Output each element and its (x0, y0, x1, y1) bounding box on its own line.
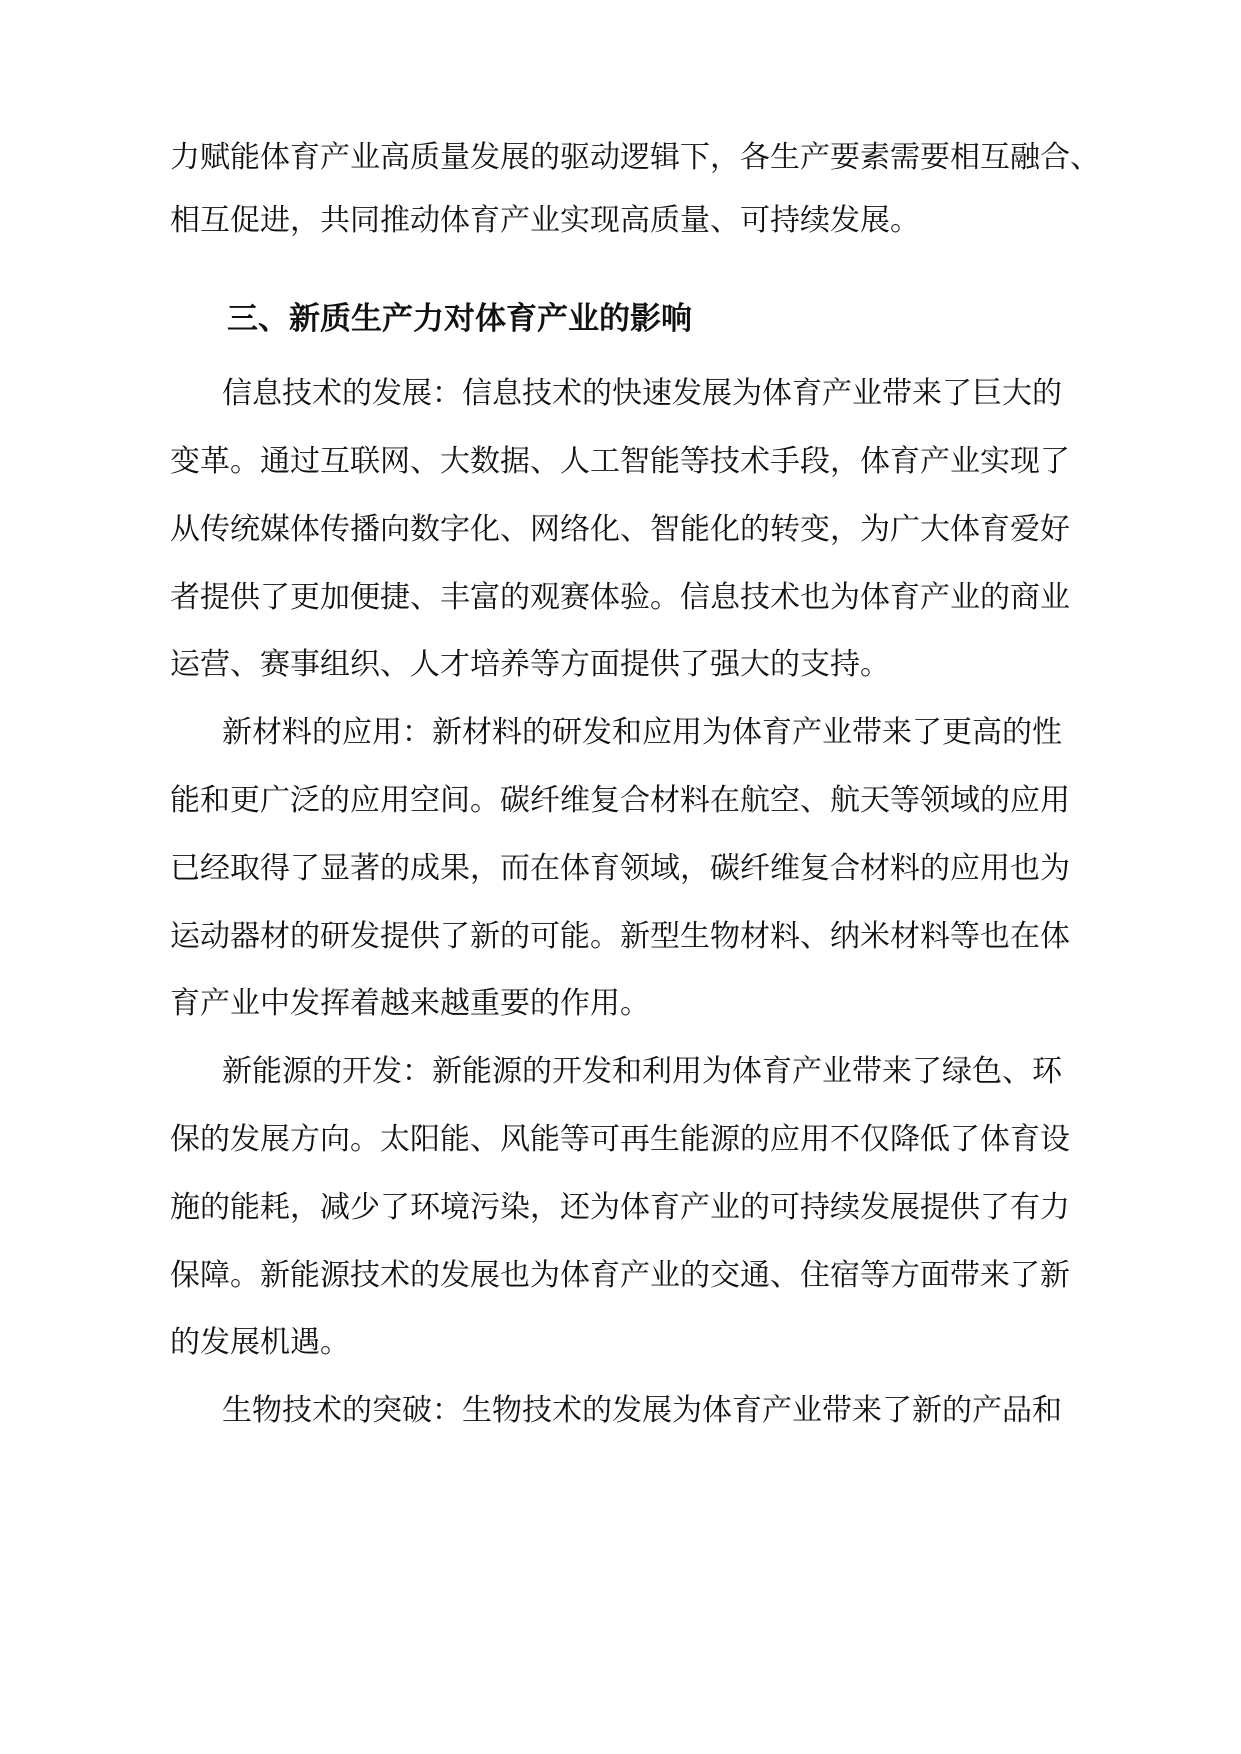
paragraph-info-tech-line-4: 者提供了更加便捷、丰富的观赛体验。信息技术也为体育产业的商业 (170, 580, 1070, 615)
text-line (0, 713, 1241, 753)
text-line (0, 1052, 1241, 1092)
text-line (0, 984, 1241, 1024)
continuation-line-2: 相互促进，共同推动体育产业实现高质量、可持续发展。 (170, 203, 920, 238)
text-line (0, 374, 1241, 414)
continuation-line-1: 力赋能体育产业高质量发展的驱动逻辑下，各生产要素需要相互融合、 (170, 140, 1100, 175)
text-line (0, 917, 1241, 957)
text-line (0, 138, 1241, 178)
text-line (0, 442, 1241, 482)
paragraph-new-materials-line-5: 育产业中发挥着越来越重要的作用。 (170, 986, 650, 1021)
paragraph-info-tech-line-3: 从传统媒体传播向数字化、网络化、智能化的转变，为广大体育爱好 (170, 512, 1070, 547)
paragraph-new-energy-line-5: 的发展机遇。 (170, 1325, 350, 1360)
paragraph-new-energy-line-4: 保障。新能源技术的发展也为体育产业的交通、住宿等方面带来了新 (170, 1258, 1070, 1293)
text-line (0, 781, 1241, 821)
paragraph-new-materials-line-1: 新材料的应用：新材料的研发和应用为体育产业带来了更高的性 (222, 715, 1062, 750)
paragraph-biotech-line-1: 生物技术的突破：生物技术的发展为体育产业带来了新的产品和 (222, 1393, 1062, 1428)
text-line (0, 1188, 1241, 1228)
text-line (0, 1391, 1241, 1431)
text-line (0, 645, 1241, 685)
text-line (0, 849, 1241, 889)
paragraph-new-energy-line-2: 保的发展方向。太阳能、风能等可再生能源的应用不仅降低了体育设 (170, 1122, 1070, 1157)
paragraph-info-tech-line-1: 信息技术的发展：信息技术的快速发展为体育产业带来了巨大的 (222, 376, 1062, 411)
paragraph-info-tech-line-5: 运营、赛事组织、人才培养等方面提供了强大的支持。 (170, 647, 890, 682)
paragraph-new-materials-line-2: 能和更广泛的应用空间。碳纤维复合材料在航空、航天等领域的应用 (170, 783, 1070, 818)
section-heading-text: 三、新质生产力对体育产业的影响 (227, 301, 692, 337)
text-line (0, 510, 1241, 550)
paragraph-new-energy-line-3: 施的能耗，减少了环境污染，还为体育产业的可持续发展提供了有力 (170, 1190, 1070, 1225)
section-heading (0, 299, 1241, 339)
paragraph-info-tech-line-2: 变革。通过互联网、大数据、人工智能等技术手段，体育产业实现了 (170, 444, 1070, 479)
text-line (0, 1323, 1241, 1363)
paragraph-new-energy-line-1: 新能源的开发：新能源的开发和利用为体育产业带来了绿色、环 (222, 1054, 1062, 1089)
text-line (0, 578, 1241, 618)
paragraph-new-materials-line-4: 运动器材的研发提供了新的可能。新型生物材料、纳米材料等也在体 (170, 919, 1070, 954)
paragraph-new-materials-line-3: 已经取得了显著的成果，而在体育领域，碳纤维复合材料的应用也为 (170, 851, 1070, 886)
text-line (0, 1120, 1241, 1160)
text-line (0, 1256, 1241, 1296)
text-line (0, 201, 1241, 241)
